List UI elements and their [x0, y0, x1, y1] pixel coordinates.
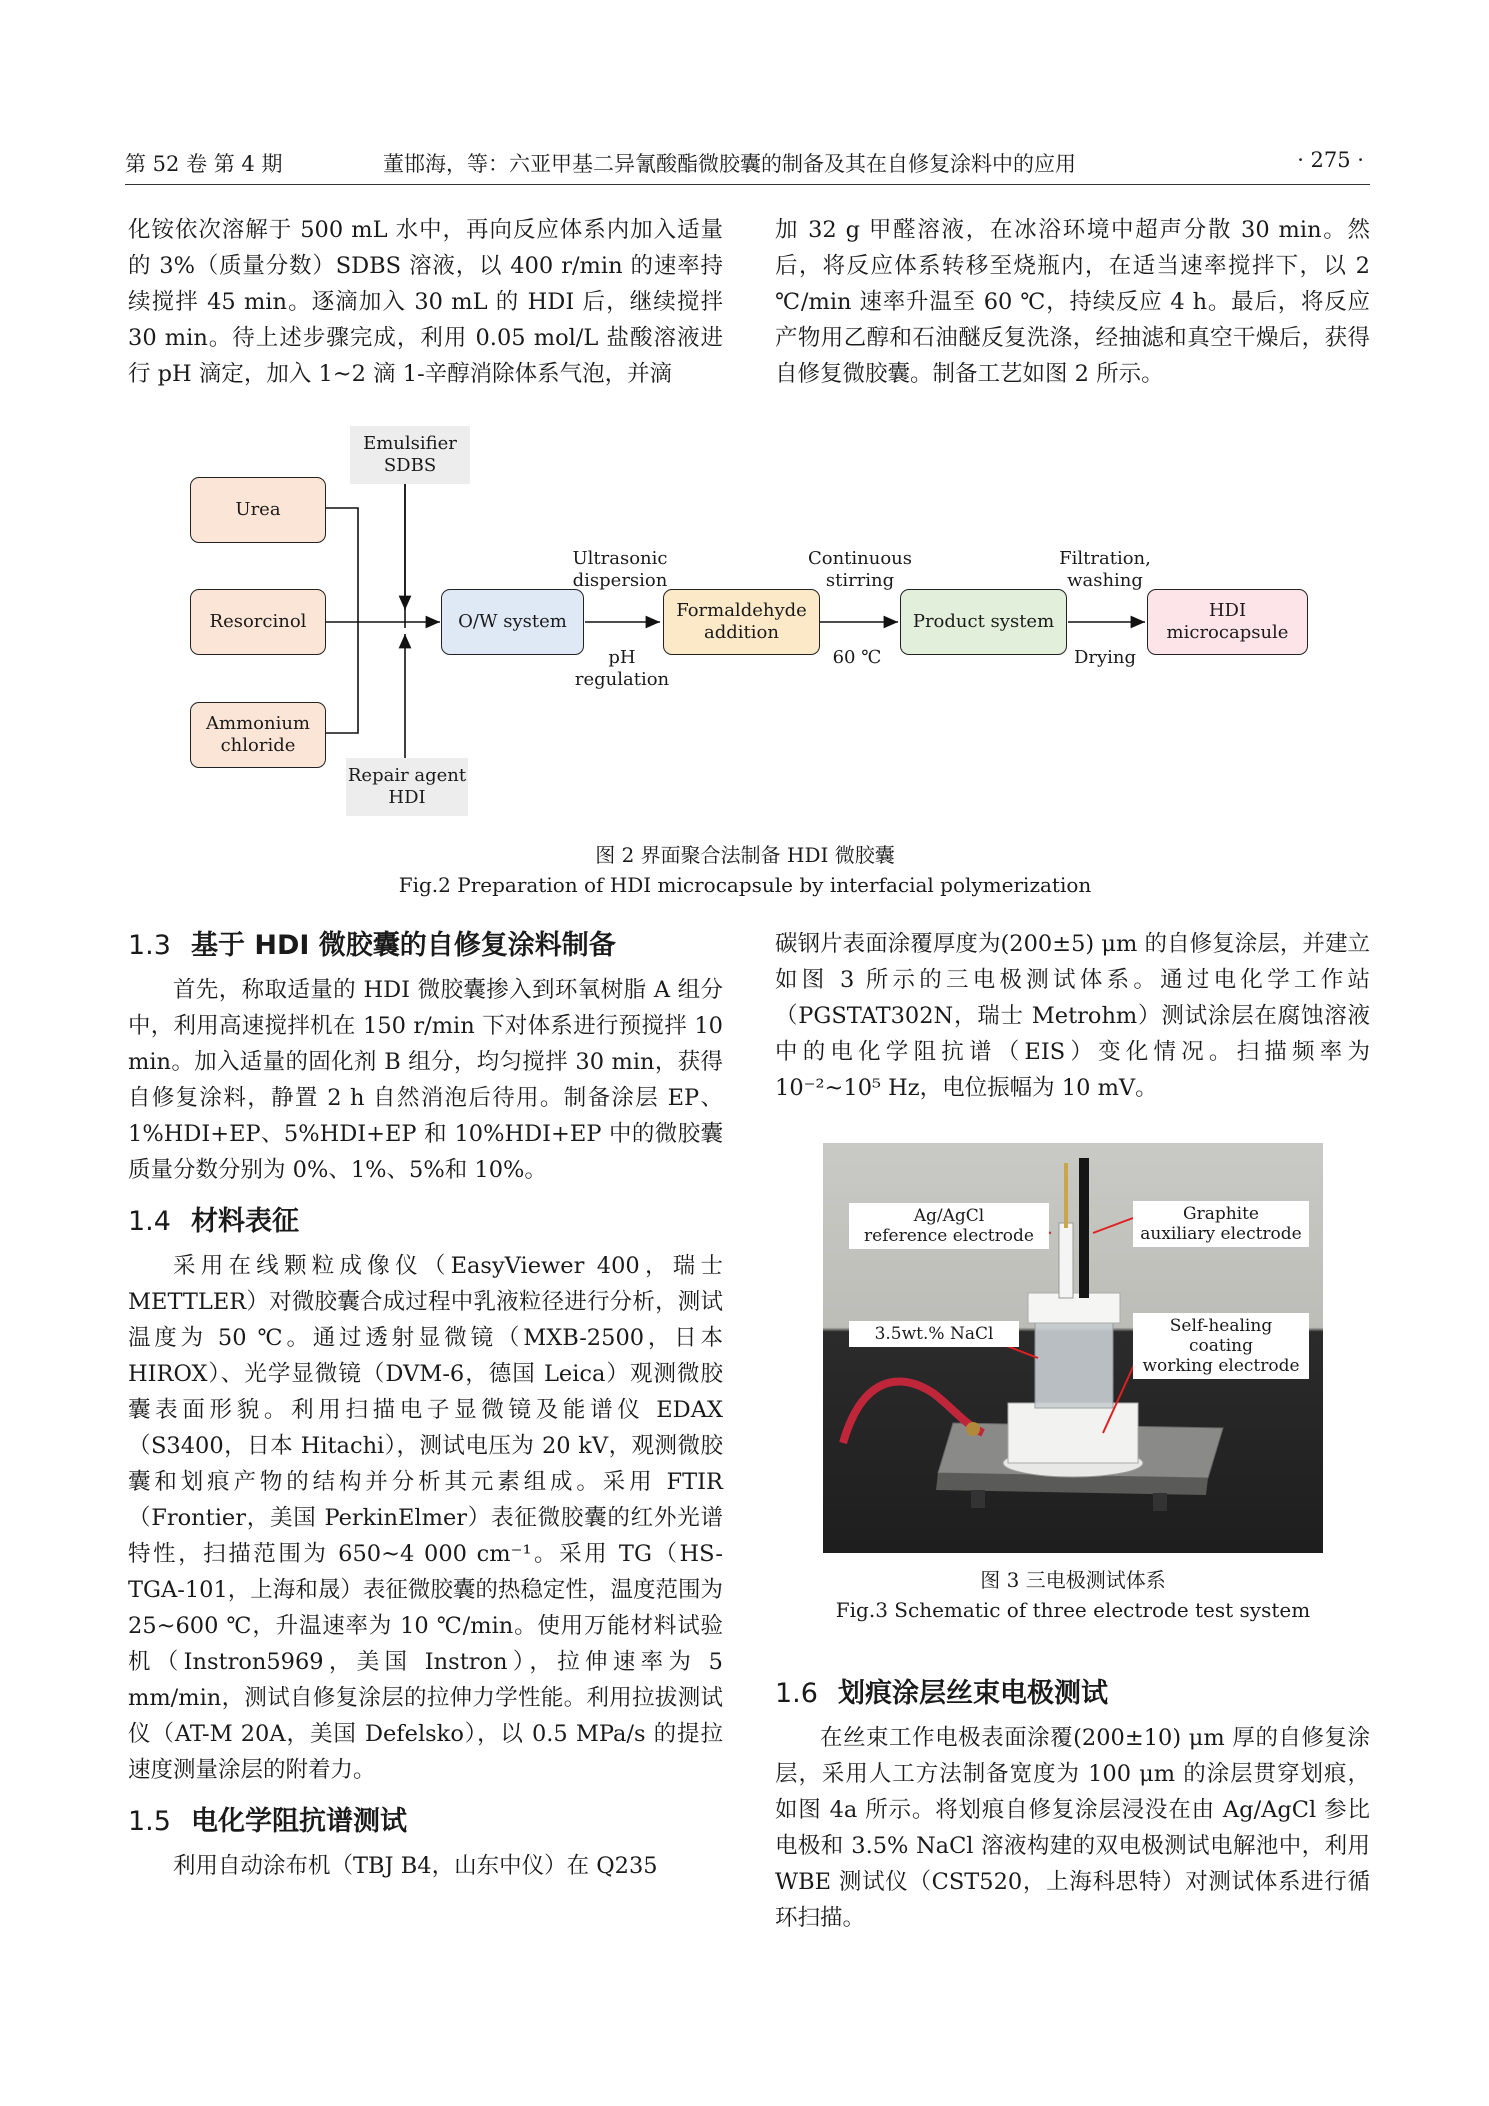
right-column-top [775, 926, 1370, 1106]
ow-system-box: O/W system [441, 589, 584, 655]
drying-label: Drying [1073, 647, 1137, 668]
paragraph: 碳钢片表面涂覆厚度为(200±5) μm 的自修复涂层，并建立如图 3 所示的三电极测试体系。通过电化学工作站（PGSTAT302N，瑞士 Metrohm）测试涂层在腐蚀溶液中的电化学阻抗谱（EIS）变化情况。扫描频率为 10⁻²~10⁵ Hz，电位振幅为 10 mV。 [775, 931, 1370, 1101]
figure-3-photo [823, 1143, 1323, 1553]
ammonium-chloride-box: Ammonium chloride [190, 702, 326, 768]
running-title: 董邯海，等：六亚甲基二异氰酸酯微胶囊的制备及其在自修复涂料中的应用 [383, 152, 1076, 176]
connector-line [324, 508, 358, 622]
temperature-label: 60 ℃ [832, 647, 882, 668]
repair-agent-box: Repair agent HDI [346, 758, 468, 816]
graphite-electrode-label: Graphite auxiliary electrode [1133, 1201, 1309, 1247]
resorcinol-box: Resorcinol [190, 589, 326, 655]
caption-en: Fig.2 Preparation of HDI microcapsule by interfacial polymerization [398, 873, 1092, 897]
nacl-label: 3.5wt.% NaCl [849, 1321, 1019, 1347]
emulsifier-box: Emulsifier SDBS [350, 426, 470, 484]
section-1-3-heading: 1.3 基于 HDI 微胶囊的自修复涂料制备 [128, 930, 616, 961]
reference-electrode-label: Ag/AgCl reference electrode [849, 1203, 1049, 1249]
section-1-5-heading: 1.5 电化学阻抗谱测试 [128, 1806, 407, 1837]
section-1-6-heading: 1.6 划痕涂层丝束电极测试 [775, 1678, 1108, 1709]
ph-regulation-label: pH regulation [574, 647, 670, 690]
formaldehyde-addition-box: Formaldehyde addition [663, 589, 820, 655]
connector-line [324, 622, 358, 733]
product-system-box: Product system [900, 589, 1067, 655]
journal-volume: 第 52 卷 第 4 期 [125, 152, 283, 176]
working-electrode-label: Self-healing coating working electrode [1133, 1313, 1309, 1379]
right-column-bottom [775, 1660, 1370, 1936]
caption-en: Fig.3 Schematic of three electrode test system [835, 1598, 1311, 1622]
paragraph: 加 32 g 甲醛溶液，在冰浴环境中超声分散 30 min。然后，将反应体系转移至烧瓶内，在适当速率搅拌下，以 2 ℃/min 速率升温至 60 ℃，持续反应 4 h。最后，将反应产物用乙醇和石油醚反复洗涤，经抽滤和真空干燥后，获得自修复微胶囊。制备工艺如图 2 所示。 [775, 217, 1370, 387]
paragraph: 利用自动涂布机（TBJ B4，山东中仪）在 Q235 [173, 1853, 658, 1879]
hdi-microcapsule-box: HDI microcapsule [1147, 589, 1308, 655]
left-column [128, 926, 723, 1884]
ultrasonic-label: Ultrasonic dispersion [572, 548, 668, 591]
paragraph: 在丝束工作电极表面涂覆(200±10) μm 厚的自修复涂层，采用人工方法制备宽度为 100 μm 的涂层贯穿划痕，如图 4a 所示。将划痕自修复涂层浸没在由 Ag/AgCl 参比电极和 3.5% NaCl 溶液构建的双电极测试电解池中，利用 WBE 测试仪（CST520，上海科思特）对测试体系进行循环扫描。 [775, 1725, 1370, 1931]
paragraph: 采用在线颗粒成像仪（EasyViewer 400，瑞士 METTLER）对微胶囊合成过程中乳液粒径进行分析，测试温度为 50 ℃。通过透射显微镜（MXB-2500，日本 HIROX）、光学显微镜（DVM-6，德国 Leica）观测微胶囊表面形貌。利用扫描电子显微镜及能谱仪 EDAX（S3400，日本 Hitachi），测试电压为 20 kV，观测微胶囊和划痕产物的结构并分析其元素组成。采用 FTIR（Frontier，美国 PerkinElmer）表征微胶囊的红外光谱特性，扫描范围为 650~4 000 cm⁻¹。采用 TG（HS-TGA-101，上海和晟）表征微胶囊的热稳定性，温度范围为 25~600 ℃，升温速率为 10 ℃/min。使用万能材料试验机（Instron5969，美国 Instron），拉伸速率为 5 mm/min，测试自修复涂层的拉伸力学性能。利用拉拔测试仪（AT-M 20A，美国 Defelsko），以 0.5 MPa/s 的提拉速度测量涂层的附着力。 [128, 1253, 723, 1783]
paragraph: 化铵依次溶解于 500 mL 水中，再向反应体系内加入适量的 3%（质量分数）SDBS 溶液，以 400 r/min 的速率持续搅拌 45 min。逐滴加入 30 mL 的 HDI 后，继续搅拌 30 min。待上述步骤完成，利用 0.05 mol/L 盐酸溶液进行 pH 滴定，加入 1~2 滴 1-辛醇消除体系气泡，并滴 [128, 217, 723, 387]
urea-box: Urea [190, 477, 326, 543]
figure-3-caption [823, 1565, 1323, 1625]
page-number: · 275 · [1297, 148, 1364, 172]
section-1-4-heading: 1.4 材料表征 [128, 1206, 299, 1237]
figure-2-caption [300, 840, 1190, 900]
caption-cn: 图 3 三电极测试体系 [980, 1568, 1166, 1592]
paragraph: 首先，称取适量的 HDI 微胶囊掺入到环氧树脂 A 组分中，利用高速搅拌机在 150 r/min 下对体系进行预搅拌 10 min。加入适量的固化剂 B 组分，均匀搅拌 30 min，获得自修复涂料，静置 2 h 自然消泡后待用。制备涂层 EP、1%HDI+EP、5%HDI+EP 和 10%HDI+EP 中的微胶囊质量分数分别为 0%、1%、5%和 10%。 [128, 977, 723, 1183]
caption-cn: 图 2 界面聚合法制备 HDI 微胶囊 [595, 843, 895, 867]
filtration-label: Filtration, washing [1059, 548, 1151, 591]
continuous-stirring-label: Continuous stirring [807, 548, 913, 591]
